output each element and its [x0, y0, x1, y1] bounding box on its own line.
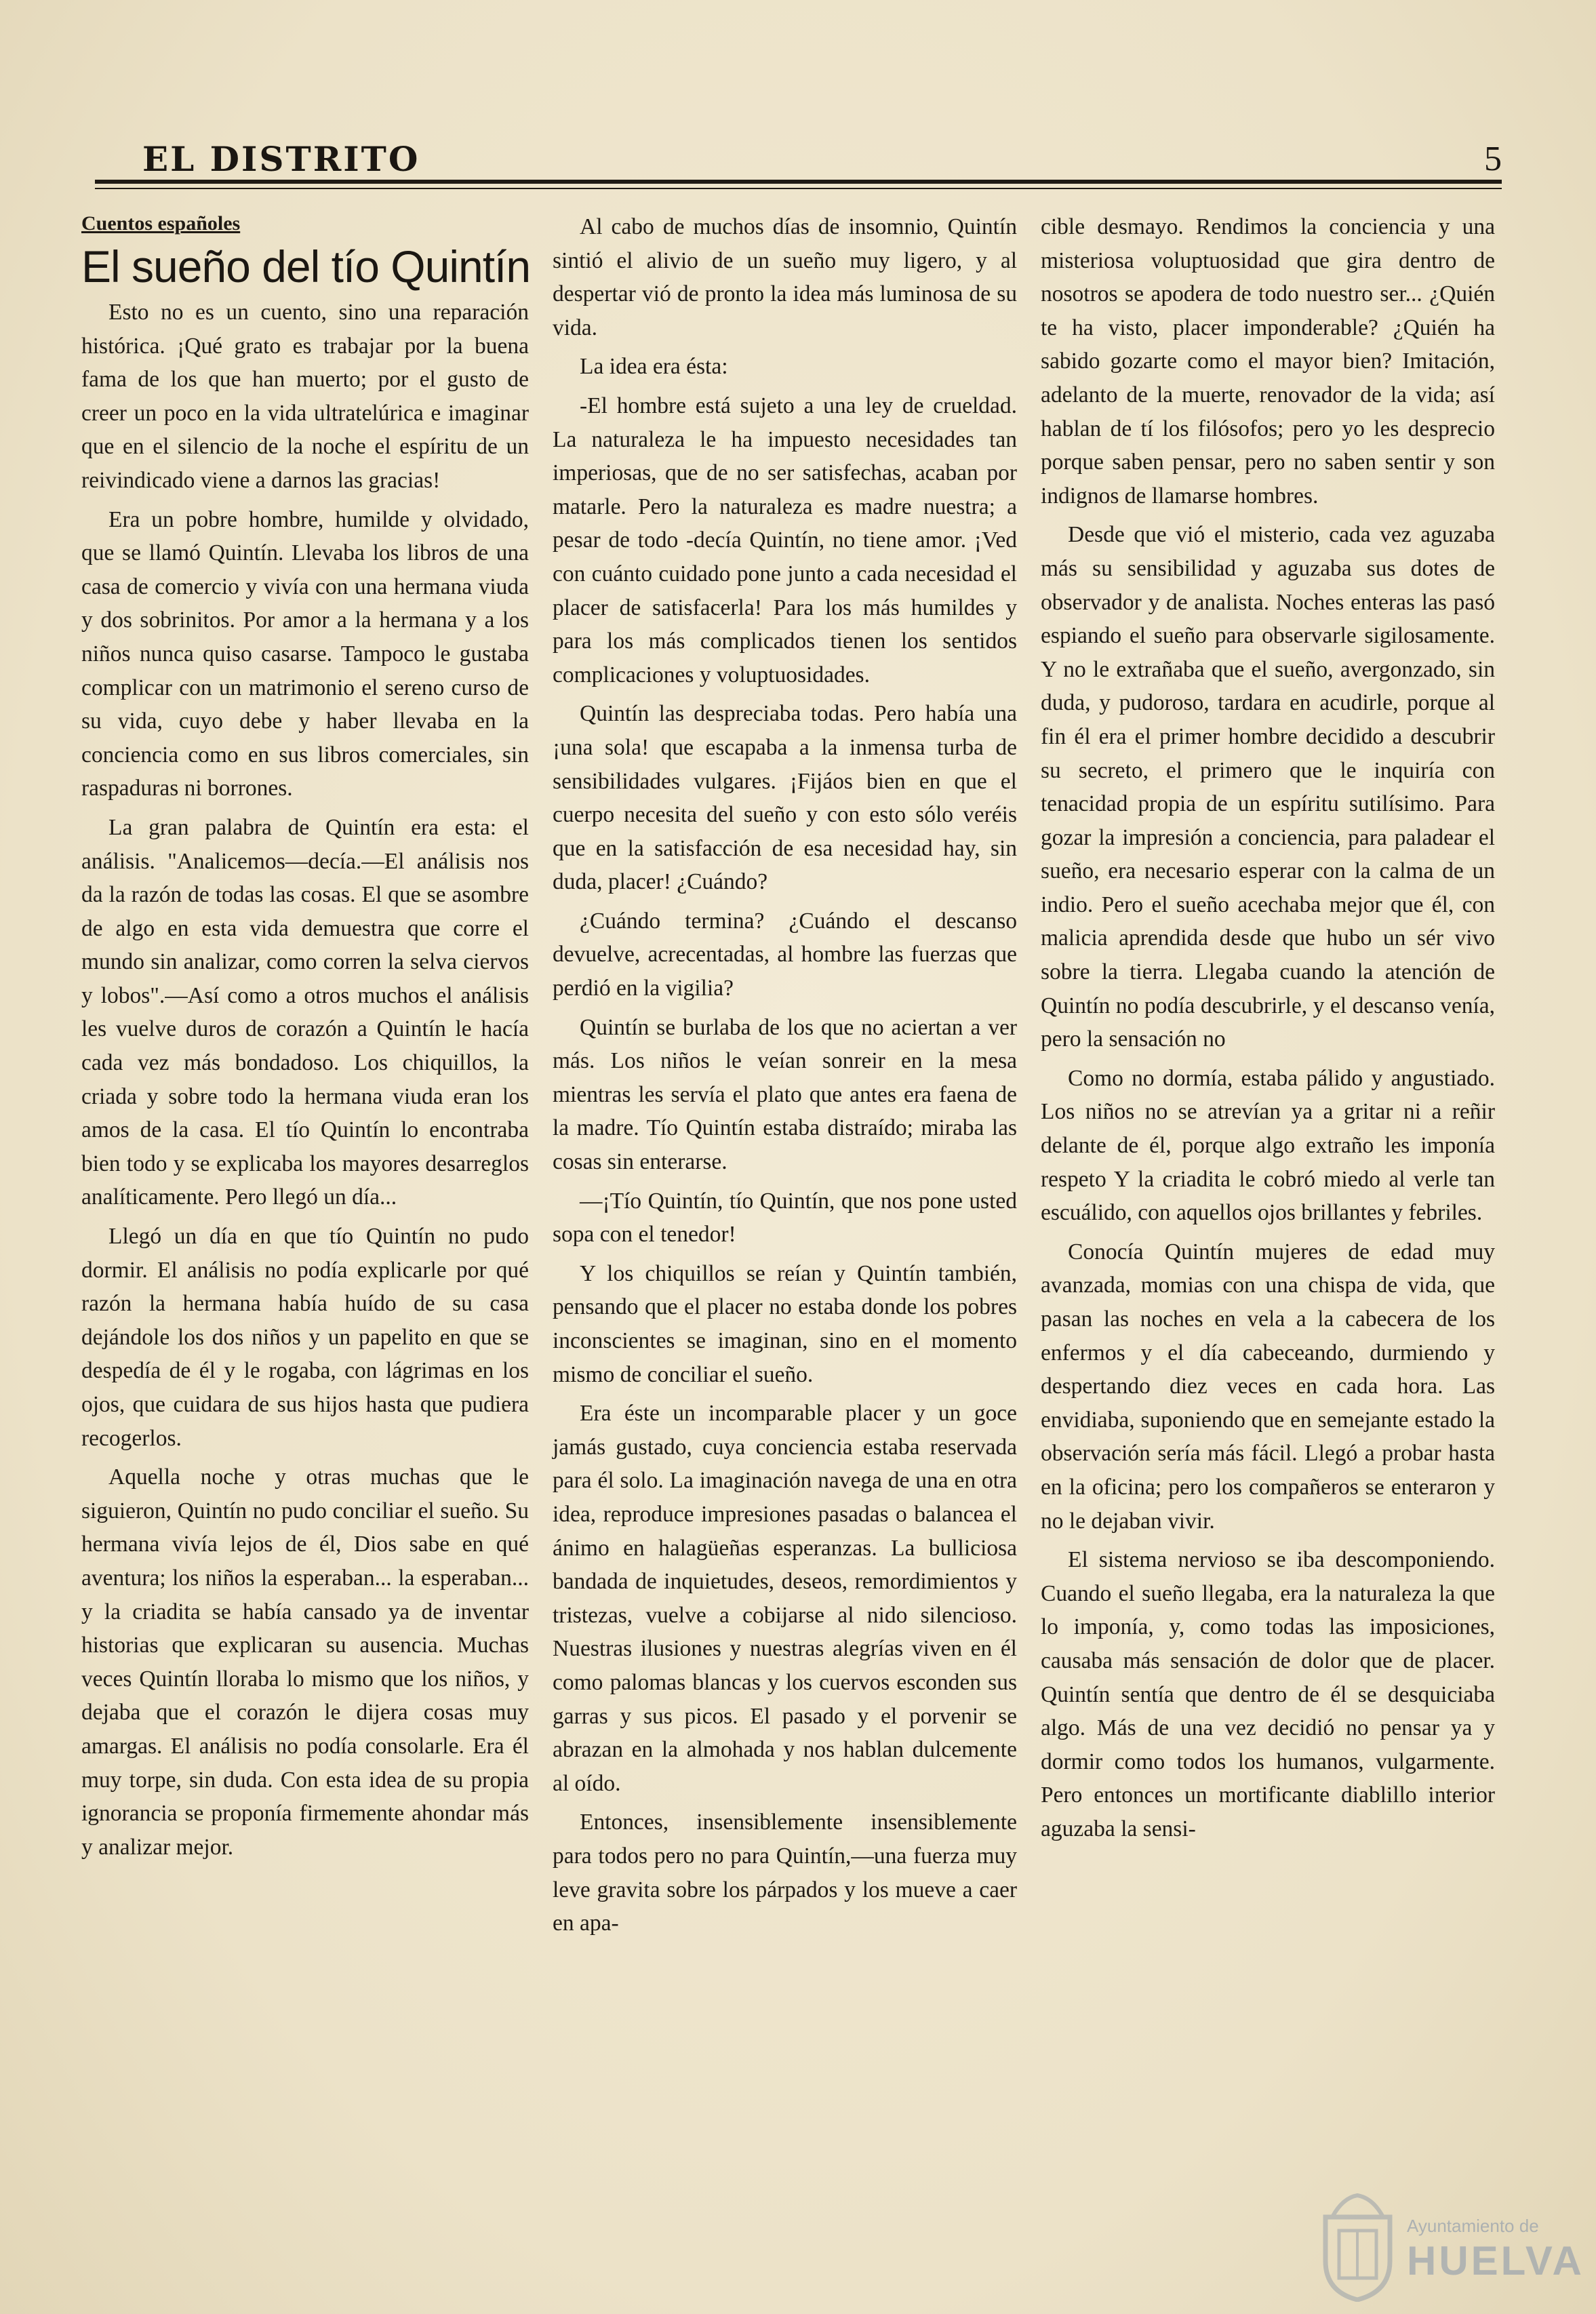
- newspaper-title: EL DISTRITO: [142, 139, 420, 179]
- header-rule-thin: [95, 188, 1502, 189]
- paragraph: El sistema nervioso se iba descomponiendo. Cuando el sueño llegaba, era la naturaleza la que lo imponía, y, como todas las imposiciones, causaba más sensación de dolor que de placer. Quintín sentía que dentro de él se desquiciaba algo. Más de una vez decidió no pensar ya y dormir como todos los humanos, vulgarmente. Pero entonces un mortificante diablillo interior aguzaba la sensi-: [1041, 1547, 1495, 1841]
- article-column-2: [553, 210, 1017, 1940]
- paragraph: Y los chiquillos se reían y Quintín también, pensando que el placer no estaba donde los pobres inconscientes se imaginan, sino en el momento mismo de conciliar el sueño.: [553, 1260, 1017, 1387]
- paragraph: Conocía Quintín mujeres de edad muy avanzada, momias con una chispa de vida, que pasan las noches en vela a la cabecera de los enfermos y el día cabeceando, durmiendo y despertando diez veces en cada hora. Las envidiaba, suponiendo que en semejante estado la observación sería más fácil. Llegó a probar hasta en la oficina; pero los compañeros se enteraron y no le dejaban vivir.: [1041, 1239, 1495, 1534]
- paragraph: La idea era ésta:: [580, 354, 728, 380]
- paragraph: Entonces, insensiblemente insensiblemente para todos pero no para Quintín,—una fuerza muy leve gravita sobre los párpados y los mueve a caer en apa-: [553, 1810, 1017, 1936]
- paragraph: Al cabo de muchos días de insomnio, Quintín sintió el alivio de un sueño muy ligero, y al despertar vió de pronto la idea más luminosa de su vida.: [553, 214, 1017, 340]
- paragraph: Quintín las despreciaba todas. Pero había una ¡una sola! que escapaba a la inmensa turba de sensibilidades vulgares. ¡Fijáos bien en que el cuerpo necesita del sueño y con esto sólo veréis que en la satisfacción de esa necesidad hay, sin duda, placer! ¿Cuándo?: [553, 701, 1017, 895]
- paragraph: Llegó un día en que tío Quintín no pudo dormir. El análisis no podía explicarle por qué razón la hermana había huído de su casa dejándole los dos niños y un papelito en que se despedía de él y le rogaba, con lágrimas en los ojos, que cuidara de sus hijos hasta que pudiera recogerlos.: [81, 1224, 529, 1451]
- paragraph: Esto no es un cuento, sino una reparación histórica. ¡Qué grato es trabajar por la buena fama de los que han muerto; por el gusto de creer un poco en la vida ultratelúrica e imaginar que en el silencio de la noche el espíritu de un reivindicado viene a darnos las gracias!: [81, 300, 529, 493]
- watermark-line-1: Ayuntamiento de: [1407, 2216, 1539, 2236]
- city-seal-icon: [1312, 2190, 1403, 2302]
- paragraph: Como no dormía, estaba pálido y angustiado. Los niños no se atrevían ya a gritar ni a reñir delante de él, porque algo extraño les imponía respeto Y la criadita le cobró miedo al verle tan escuálido, con aquellos ojos brillantes y febriles.: [1041, 1065, 1495, 1226]
- paragraph: La gran palabra de Quintín era esta: el análisis. "Analicemos—decía.—El análisis nos da la razón de todas las cosas. El que se asombre de algo en esta vida demuestra que corre el mundo sin analizar, como corren la selva ciervos y lobos".—Así como a otros muchos el análisis les vuelve duros de corazón a Quintín le hacía cada vez más bondadoso. Los chiquillos, la criada y sobre todo la hermana viuda eran los amos de la casa. El tío Quintín lo encontraba bien todo y se explicaba los mayores desarreglos analíticamente. Pero llegó un día...: [81, 814, 529, 1210]
- paragraph: ¿Cuándo termina? ¿Cuándo el descanso devuelve, acrecentadas, al hombre las fuerzas que perdió en la vigilia?: [553, 908, 1017, 1001]
- article-column-3: [1041, 210, 1495, 1846]
- paragraph: Era un pobre hombre, humilde y olvidado, que se llamó Quintín. Llevaba los libros de una casa de comercio y vivía con una hermana viuda y dos sobrinitos. Por amor a la hermana y a los niños nunca quiso casarse. Tampoco le gustaba complicar con un matrimonio el sereno curso de su vida, cuyo debe y haber llevaba en la conciencia como en sus libros comerciales, sin raspaduras ni borrones.: [81, 506, 529, 801]
- paragraph: cible desmayo. Rendimos la conciencia y una misteriosa voluptuosidad que gira dentro de nosotros se apodera de todo nuestro ser... ¿Quién te ha visto, placer imponderable? ¿Quién ha sabido gozarte como el mayor bien? Imitación, adelanto de la muerte, renovador de la vida; así hablan de tí los filósofos; pero yo les desprecio porque saben pensar, pero no saben sentir y son indignos de llamarse hombres.: [1041, 214, 1495, 508]
- paragraph: Quintín se burlaba de los que no aciertan a ver más. Los niños le veían sonreir en la mesa mientras les servía el plato que antes era faena de la madre. Tío Quintín estaba distraído; miraba las cosas sin enterarse.: [553, 1014, 1017, 1175]
- paragraph: -El hombre está sujeto a una ley de crueldad. La naturaleza le ha impuesto necesidades tan imperiosas, que de no ser satisfechas, acaban por matarle. Pero la naturaleza es madre nuestra; a pesar de todo -decía Quintín, no tiene amor. ¡Ved con cuánto cuidado pone junto a cada necesidad el placer de satisfacerla! Para los más humildes y para los más complicados tienen los sentidos complicaciones y voluptuosidades.: [553, 393, 1017, 687]
- section-label: Cuentos españoles: [81, 212, 241, 235]
- article-column-1: [81, 210, 529, 1864]
- paragraph: Desde que vió el misterio, cada vez aguzaba más su sensibilidad y aguzaba sus dotes de observador y de analista. Noches enteras las pasó espiando el sueño para observarle sigilosamente. Y no le extrañaba que el sueño, avergonzado, sin duda, y pudoroso, tardara en acudirle, porque al fin él era el primer hombre decidido a descubrir su secreto, el primero que le inquiría con tenacidad propia de un espíritu sutilísimo. Para gozar la impresión a conciencia, para paladear el sueño, era necesario esperar con la calma de un indio. Pero el sueño acechaba mejor que él, con malicia aprendida desde que hubo un sér vivo sobre la tierra. Llegaba cuando la atención de Quintín no podía descubrirle, y el descanso venía, pero la sensación no: [1041, 522, 1495, 1052]
- watermark-line-2: HUELVA: [1407, 2238, 1584, 2283]
- article-title: El sueño del tío Quintín: [81, 241, 531, 292]
- header-rule-thick: [95, 180, 1502, 184]
- masthead: [95, 139, 1502, 180]
- page-number: 5: [1484, 140, 1502, 178]
- paragraph: Aquella noche y otras muchas que le siguieron, Quintín no pudo conciliar el sueño. Su hermana vivía lejos de él, Dios sabe en qué aventura; los niños la esperaban... la esperaban... y la criadita se había cansado ya de inventar historias que explicaran su ausencia. Muchas veces Quintín lloraba lo mismo que los niños, y dejaba que el corazón le dijera cosas muy amargas. El análisis no podía consolarle. Era él muy torpe, sin duda. Con esta idea de su propia ignorancia se proponía firmemente ahondar más y analizar mejor.: [81, 1464, 529, 1860]
- paragraph: Era éste un incomparable placer y un goce jamás gustado, cuya conciencia estaba reservada para él solo. La imaginación navega de una en otra idea, reproduce impresiones pasadas o balancea el ánimo en halagüeñas esperanzas. La bulliciosa bandada de inquietudes, deseos, remordimientos y tristezas, vuelve a cobijarse al nido silencioso. Nuestras ilusiones y nuestras alegrías viven en él como palomas blancas y los cuervos esconden sus garras y sus picos. El pasado y el porvenir se abrazan en la almohada y nos hablan dulcemente al oído.: [553, 1401, 1017, 1796]
- paragraph: —¡Tío Quintín, tío Quintín, que nos pone usted sopa con el tenedor!: [553, 1188, 1017, 1248]
